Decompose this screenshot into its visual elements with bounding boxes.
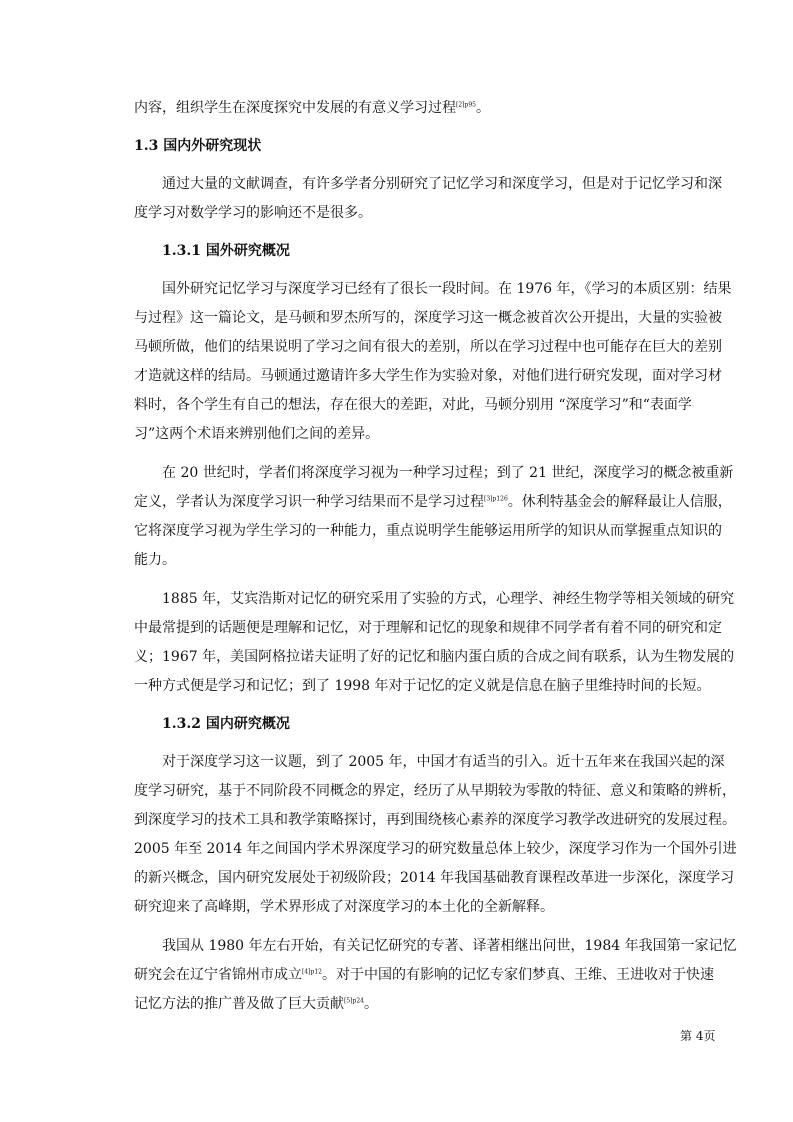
paragraph-line: 我国从 1980 年左右开始，有关记忆研究的专著、译著相继出问世，1984 年我国第一家记忆	[162, 938, 737, 954]
paragraph-line: 料时，各个学生有自己的想法，存在很大的差距，对此，马顿分别用 “深度学习”和“表面学	[134, 397, 692, 413]
section-heading: 1.3 国内外研究现状	[134, 138, 262, 154]
paragraph-line	[134, 98, 490, 118]
citation-ref: [5]p24	[344, 997, 364, 1005]
paragraph-line: 到深度学习的技术工具和教学策略探讨，再到围绕核心素养的深度学习教学改进研究的发展过程。	[134, 812, 736, 828]
paragraph-line	[134, 965, 714, 985]
paragraph-line: 中最常提到的话题便是理解和记忆，对于理解和记忆的现象和规律不同学者有着不同的研究和定	[134, 620, 722, 636]
paragraph-line: 对于深度学习这一议题，到了 2005 年，中国才有适当的引入。近十五年来在我国兴起的深	[162, 754, 725, 770]
paragraph-line: 在 20 世纪时，学者们将深度学习视为一种学习过程；到了 21 世纪，深度学习的概念被重新	[162, 465, 734, 481]
paragraph-line: 习”这两个术语来辨别他们之间的差异。	[134, 426, 380, 442]
paragraph-line: 马顿所做，他们的结果说明了学习之间有很大的差别，所以在学习过程中也可能存在巨大的差别	[134, 339, 722, 355]
paragraph-line: 一种方式便是学习和记忆；到了 1998 年对于记忆的定义就是信息在脑子里维持时间的长短。	[134, 678, 711, 694]
line-text-after: 。休利特基金会的解释最让人信服，	[507, 494, 732, 510]
paragraph-line: 通过大量的文献调查，有许多学者分别研究了记忆学习和深度学习，但是对于记忆学习和深	[162, 176, 722, 192]
paragraph-line: 它将深度学习视为学生学习的一种能力，重点说明学生能够运用所学的知识从而掌握重点知识的	[134, 523, 722, 539]
paragraph-line: 的新兴概念，国内研究发展处于初级阶段；2014 年我国基础教育课程改革进一步深化，深度学习	[134, 870, 735, 886]
paragraph-line: 能力。	[134, 552, 176, 568]
subsection-heading: 1.3.1 国外研究概况	[162, 243, 290, 259]
line-text: 定义，学者认为深度学习识一种学习结果而不是学习过程	[134, 494, 484, 510]
paragraph-line: 度学习对数学学习的影响还不是很多。	[134, 205, 372, 221]
citation-ref: [2]p95	[456, 101, 476, 109]
line-text-after: 。	[475, 100, 490, 116]
line-text: 记忆方法的推广普及做了巨大贡献	[134, 996, 344, 1012]
paragraph-line: 义；1967 年，美国阿格拉诺夫证明了好的记忆和脑内蛋白质的合成之间有联系，认为生物发展的	[134, 649, 735, 665]
paragraph-line	[134, 994, 378, 1014]
paragraph-line: 与过程》这一篇论文，是马顿和罗杰所写的，深度学习这一概念被首次公开提出，大量的实验被	[134, 310, 722, 326]
paragraph-line	[134, 492, 732, 512]
paragraph-line: 才造就这样的结局。马顿通过邀请许多大学生作为实验对象，对他们进行研究发现，面对学习材	[134, 368, 722, 384]
paragraph-line: 国外研究记忆学习与深度学习已经有了很长一段时间。在 1976 年，《学习的本质区别：结果	[162, 281, 732, 297]
line-text: 内容，组织学生在深度探究中发展的有意义学习过程	[134, 100, 456, 116]
citation-ref: [3]p126	[484, 495, 508, 503]
subsection-heading: 1.3.2 国内研究概况	[162, 716, 290, 732]
paragraph-line: 2005 年至 2014 年之间国内学术界深度学习的研究数量总体上较少，深度学习作为一个国外引进	[134, 841, 737, 857]
paragraph-line: 研究迎来了高峰期，学术界形成了对深度学习的本土化的全新解释。	[134, 899, 554, 915]
line-text: 研究会在辽宁省锦州市成立	[134, 967, 302, 983]
line-text-after: 。	[363, 996, 378, 1012]
paragraph-line: 度学习研究，基于不同阶段不同概念的界定，经历了从早期较为零散的特征、意义和策略的辨析，	[134, 783, 736, 799]
citation-ref: [4]p12	[302, 968, 322, 976]
line-text-after: 。对于中国的有影响的记忆专家们梦真、王维、王进收对于快速	[321, 967, 714, 983]
page-number: 第 4页	[680, 1029, 716, 1043]
paragraph-line: 1885 年，艾宾浩斯对记忆的研究采用了实验的方式，心理学、神经生物学等相关领域的研究	[162, 591, 735, 607]
